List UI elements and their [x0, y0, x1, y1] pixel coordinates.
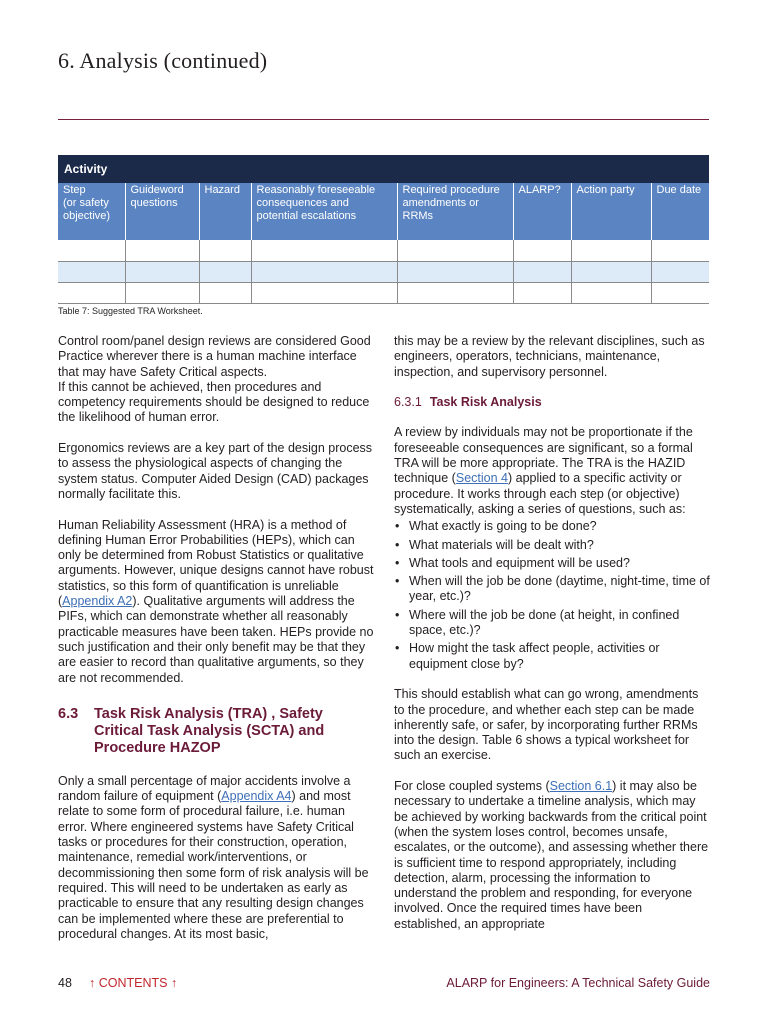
table-cell	[125, 282, 199, 303]
table-cell	[571, 240, 651, 261]
column-header: Due date	[651, 183, 709, 240]
paragraph: For close coupled systems (Section 6.1) it may also be necessary to undertake a timeline analysis, which may be achieved by working backwards from the critical point (when the system loses control, becomes unsafe, escalates, or the outcome), and assessing whether there is sufficient time to respond appropriately, including detection, alarm, processing the information to understand the problem and responding, for everyone involved. Once the required times have been established, an appropriate	[394, 779, 709, 931]
list-item: • What tools and equipment will be used?	[394, 556, 712, 571]
table-row	[58, 261, 709, 282]
table-cell	[199, 282, 251, 303]
question-list	[394, 519, 712, 672]
paragraph: Only a small percentage of major accidents involve a random failure of equipment (Appendix A4) and most relate to some form of procedural failure, i.e. human error. Where engineered systems have Safety Critical tasks or procedures for their construction, operation, maintenance, remedial work/interventions, or decommissioning then some form of risk analysis will be required. This will need to be undertaken as early as practicable to ensure that any resulting design changes can be implemented where these are preferential to procedural changes. At its most basic,	[58, 773, 369, 941]
list-item: • Where will the job be done (at height, in confined space, etc.)?	[394, 608, 712, 639]
page-number: 48	[58, 976, 72, 990]
paragraph: A review by individuals may not be proportionate if the foreseeable consequences are significant, so a formal TRA will be more appropriate. The TRA is the HAZID technique (Section 4) applied to a specific activity or procedure. It works through each step (or objective) systematically, asking a series of questions, such as:	[394, 425, 693, 516]
left-column	[58, 334, 376, 957]
subsection-number: 6.3.1	[394, 395, 422, 410]
list-item: • What exactly is going to be done?	[394, 519, 712, 534]
tra-worksheet-table	[58, 155, 709, 304]
column-header: Hazard	[199, 183, 251, 240]
list-item: • How might the task affect people, activities or equipment close by?	[394, 641, 712, 672]
table-cell	[651, 240, 709, 261]
section-title: Task Risk Analysis (TRA) , Safety Critical Task Analysis (SCTA) and Procedure HAZOP	[94, 705, 325, 756]
paragraph: Ergonomics reviews are a key part of the design process to assess the physiological aspects of changing the system status. Computer Aided Design (CAD) packages normally facilitate this.	[58, 441, 373, 501]
column-header: Action party	[571, 183, 651, 240]
column-header: Reasonably foreseeable consequences and potential escalations	[251, 183, 397, 240]
table-cell	[571, 282, 651, 303]
page-title: 6. Analysis (continued)	[58, 48, 268, 73]
table-cell	[651, 261, 709, 282]
table-cell	[58, 282, 125, 303]
section-4-link[interactable]: Section 4	[455, 471, 508, 486]
contents-link[interactable]: ↑ CONTENTS ↑	[89, 976, 178, 990]
table-cell	[199, 240, 251, 261]
column-header: Guideword questions	[125, 183, 199, 240]
table-row	[58, 282, 709, 303]
paragraph: This should establish what can go wrong, amendments to the procedure, and whether each step can be made inherently safe, or safer, by incorporating further RRMs into the design. Table 6 shows a typical worksheet for such an exercise.	[394, 687, 699, 763]
table-cell	[58, 240, 125, 261]
table-caption: Table 7: Suggested TRA Worksheet.	[58, 306, 203, 316]
table-cell	[513, 282, 571, 303]
table-cell	[199, 261, 251, 282]
table-cell	[251, 282, 397, 303]
list-item: • What materials will be dealt with?	[394, 538, 712, 553]
subsection-title: Task Risk Analysis	[429, 395, 542, 410]
table-cell	[251, 261, 397, 282]
paragraph: Control room/panel design reviews are considered Good Practice wherever there is a human machine interface that may have Safety Critical aspects.	[58, 334, 371, 379]
table-cell	[125, 261, 199, 282]
subsection-heading	[394, 395, 712, 410]
paragraph: Human Reliability Assessment (HRA) is a method of defining Human Error Probabilities (HEPs), which can only be determined from Robust Statistics or qualitative arguments. However, unique designs cannot have robust statistics, so this form of quantification is unreliable (Appendix A2). Qualitative arguments will address the PIFs, which can demonstrate whether all reasonably practicable measures have been taken. HEPs provide no such justification and their only benefit may be that they are easier to record than qualitative arguments, so they are not recommended.	[58, 517, 374, 685]
section-heading	[58, 706, 376, 757]
section-6-1-link[interactable]: Section 6.1	[549, 779, 613, 794]
column-header: ALARP?	[513, 183, 571, 240]
paragraph: If this cannot be achieved, then procedures and competency requirements should be designed to reduce the likelihood of human error.	[58, 379, 370, 425]
table-cell	[397, 240, 513, 261]
column-header: Step (or safety objective)	[58, 183, 125, 240]
table-cell	[513, 261, 571, 282]
table-cell	[125, 240, 199, 261]
table-cell	[58, 261, 125, 282]
document-title: ALARP for Engineers: A Technical Safety Guide	[446, 976, 710, 990]
column-header: Required procedure amendments or RRMs	[397, 183, 513, 240]
table-cell	[651, 282, 709, 303]
list-item: • When will the job be done (daytime, night-time, time of year, etc.)?	[394, 574, 712, 605]
table-cell	[513, 240, 571, 261]
paragraph: this may be a review by the relevant disciplines, such as engineers, operators, technicians, maintenance, inspection, and supervisory personnel.	[394, 334, 705, 379]
title-divider	[58, 119, 709, 120]
right-column	[394, 334, 712, 947]
table-group-header: Activity	[58, 155, 709, 183]
table-cell	[571, 261, 651, 282]
table-cell	[397, 282, 513, 303]
appendix-a4-link[interactable]: Appendix A4	[221, 789, 292, 804]
table-row	[58, 240, 709, 261]
table-cell	[251, 240, 397, 261]
appendix-a2-link[interactable]: Appendix A2	[62, 594, 133, 609]
table-cell	[397, 261, 513, 282]
section-number: 6.3	[58, 705, 79, 722]
